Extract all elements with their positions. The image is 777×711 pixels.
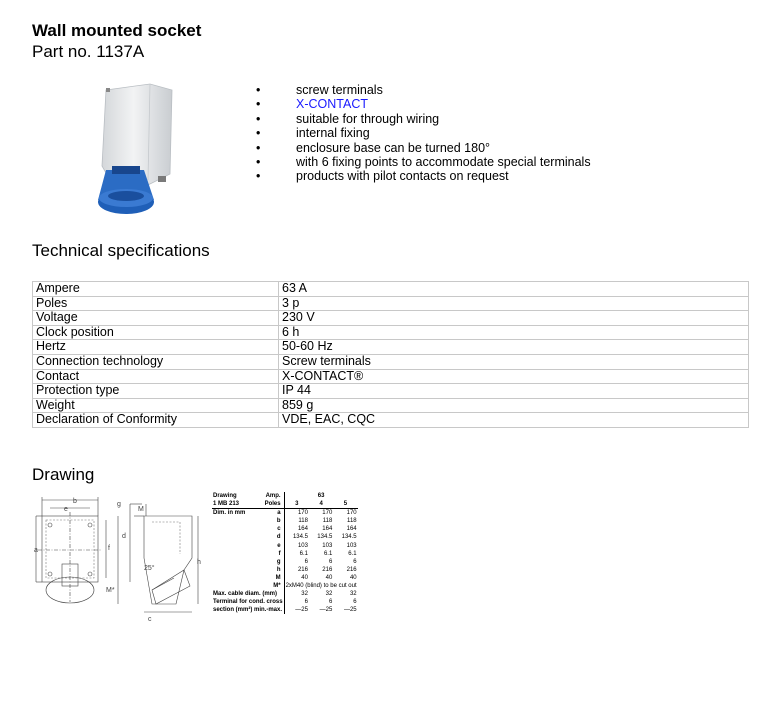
- spec-key: Hertz: [33, 340, 279, 355]
- dim-cell: 118: [284, 517, 309, 525]
- dim-cell: b: [276, 518, 281, 525]
- dim-cell: 5: [333, 500, 357, 509]
- dim-cell: 6: [284, 558, 309, 566]
- dim-cell: Terminal for cond. cross: [213, 599, 283, 606]
- feature-item: [256, 126, 591, 140]
- dim-cell: h: [276, 566, 281, 573]
- spec-key: Poles: [33, 296, 279, 311]
- dim-cell: Poles: [257, 500, 284, 509]
- dim-cell: 216: [284, 566, 309, 574]
- dim-cell: Max. cable diam. (mm): [213, 591, 278, 598]
- dim-cell: 6: [353, 599, 357, 606]
- feature-item: [256, 112, 591, 126]
- dim-cell: 216: [346, 566, 357, 573]
- dim-cell: 6: [328, 599, 333, 606]
- bullet: •: [256, 111, 261, 126]
- table-row: [33, 340, 749, 355]
- part-number: Part no. 1137A: [32, 42, 145, 61]
- dim-cell: 6: [353, 558, 357, 565]
- feature-text: screw terminals: [296, 83, 383, 97]
- bullet: •: [256, 126, 261, 141]
- dim-cell: 40: [284, 574, 309, 582]
- table-row: [33, 413, 749, 428]
- bullet: •: [256, 83, 261, 97]
- dim-cell: —25: [319, 607, 333, 614]
- dim-cell: 6.1: [348, 550, 357, 557]
- dim-cell: 103: [284, 542, 309, 550]
- dim-cell: 32: [284, 590, 309, 598]
- table-row: [33, 282, 749, 297]
- dim-label-e: e: [64, 506, 68, 513]
- table-row: [212, 542, 358, 550]
- dim-cell: 32: [349, 591, 357, 598]
- feature-item: [256, 169, 591, 183]
- dim-label-angle: 25°: [144, 565, 155, 572]
- dim-cell: M: [275, 574, 281, 581]
- dim-cell: 6.1: [323, 550, 333, 557]
- feature-item: [256, 141, 591, 155]
- dim-label-g: g: [117, 501, 121, 508]
- dim-label-b: b: [73, 498, 77, 505]
- feature-item-link[interactable]: [256, 97, 591, 111]
- dim-cell: —25: [343, 607, 357, 614]
- dim-cell: 134.5: [341, 534, 357, 541]
- dim-cell: Amp.: [265, 493, 281, 499]
- table-row: [212, 517, 358, 525]
- dim-cell: 170: [322, 510, 333, 517]
- spec-key: Contact: [33, 369, 279, 384]
- spec-value: IP 44: [279, 384, 749, 399]
- dim-cell: 134.5: [317, 534, 333, 541]
- table-row: [33, 354, 749, 369]
- dim-cell: 164: [346, 526, 357, 533]
- dim-cell: 118: [322, 518, 333, 525]
- specs-heading: Technical specifications: [32, 241, 210, 260]
- dim-cell: 6: [328, 558, 333, 565]
- dim-label-mstar: M*: [106, 587, 115, 594]
- feature-item: [256, 155, 591, 169]
- spec-value: 50-60 Hz: [279, 340, 749, 355]
- table-row: [33, 325, 749, 340]
- feature-item: [256, 83, 591, 97]
- table-row: [212, 590, 358, 598]
- dim-label-a: a: [34, 547, 38, 554]
- product-image: [88, 82, 178, 222]
- dim-cell: 103: [322, 542, 333, 549]
- dim-cell: f: [278, 550, 281, 557]
- feature-text: enclosure base can be turned 180°: [296, 140, 491, 155]
- drawing-heading: Drawing: [32, 465, 95, 484]
- dim-cell: a: [277, 510, 281, 517]
- table-row: [212, 558, 358, 566]
- feature-text: with 6 fixing points to accommodate special terminals: [296, 155, 591, 170]
- feature-text: internal fixing: [296, 126, 370, 141]
- dim-label-h: h: [197, 559, 201, 566]
- feature-text: products with pilot contacts on request: [296, 169, 509, 184]
- spec-value: VDE, EAC, CQC: [279, 413, 749, 428]
- table-row: [33, 384, 749, 399]
- dim-label-d: d: [122, 533, 126, 540]
- dim-label-m: M: [138, 506, 144, 513]
- bullet: •: [256, 155, 261, 170]
- spec-key: Declaration of Conformity: [33, 413, 279, 428]
- table-row: [33, 311, 749, 326]
- spec-value: 3 p: [279, 296, 749, 311]
- spec-key: Connection technology: [33, 354, 279, 369]
- table-row: [33, 369, 749, 384]
- dim-cell: 164: [322, 526, 333, 533]
- bullet: •: [256, 97, 261, 112]
- spec-value: 6 h: [279, 325, 749, 340]
- specs-table: [32, 281, 749, 428]
- bullet: •: [256, 140, 261, 155]
- dim-cell: Dim. in mm: [213, 510, 246, 517]
- feature-text: suitable for through wiring: [296, 111, 440, 126]
- table-row: [212, 606, 358, 614]
- table-row: [212, 574, 358, 582]
- spec-value: Screw terminals: [279, 354, 749, 369]
- dim-cell: 40: [325, 574, 333, 581]
- dim-cell: 40: [349, 574, 357, 581]
- dim-cell: 32: [325, 591, 333, 598]
- spec-key: Weight: [33, 398, 279, 413]
- dim-cell: 4: [309, 500, 333, 509]
- dim-cell: 3: [284, 500, 309, 509]
- dimension-table: [212, 492, 358, 614]
- dim-cell: 6: [284, 598, 309, 606]
- table-row: [33, 296, 749, 311]
- dim-cell: 170: [346, 510, 357, 517]
- dim-label-c: c: [148, 616, 152, 622]
- table-row: [212, 566, 358, 574]
- product-title: Wall mounted socket: [32, 21, 202, 40]
- dim-cell: M*: [273, 583, 281, 590]
- spec-value: 63 A: [279, 282, 749, 297]
- dim-cell: 2xM40 (blind) to be cut out: [285, 583, 357, 590]
- spec-key: Protection type: [33, 384, 279, 399]
- technical-drawing: [34, 494, 204, 622]
- spec-value: 230 V: [279, 311, 749, 326]
- table-row: [33, 398, 749, 413]
- dim-cell: e: [277, 542, 281, 549]
- dim-cell: 216: [322, 566, 333, 573]
- dim-cell: g: [276, 558, 281, 565]
- dim-cell: 170: [284, 509, 309, 518]
- bullet: •: [256, 169, 261, 184]
- table-row: [212, 525, 358, 533]
- table-row: [212, 550, 358, 558]
- table-row: [212, 533, 358, 541]
- spec-key: Clock position: [33, 325, 279, 340]
- spec-key: Voltage: [33, 311, 279, 326]
- feature-list: [256, 83, 591, 184]
- spec-key: Ampere: [33, 282, 279, 297]
- dim-cell: 103: [346, 542, 357, 549]
- dim-cell: 1 MB 213: [212, 500, 257, 509]
- dim-cell: 134.5: [284, 533, 309, 541]
- dim-label-f: f: [108, 545, 110, 552]
- dim-cell: 63: [284, 492, 358, 500]
- dim-cell: 118: [347, 518, 357, 525]
- dim-cell: section (mm²) min.-max.: [213, 607, 283, 614]
- dim-cell: Drawing: [213, 493, 237, 499]
- dim-cell: 164: [284, 525, 309, 533]
- dim-cell: 6.1: [284, 550, 309, 558]
- dim-cell: d: [276, 534, 281, 541]
- x-contact-link[interactable]: X-CONTACT: [296, 97, 368, 112]
- spec-value: 859 g: [279, 398, 749, 413]
- dim-cell: c: [277, 526, 281, 533]
- table-row: [212, 582, 358, 590]
- table-row: [212, 509, 358, 518]
- dim-cell: —25: [284, 606, 309, 614]
- table-row: [212, 598, 358, 606]
- spec-value: X-CONTACT®: [279, 369, 749, 384]
